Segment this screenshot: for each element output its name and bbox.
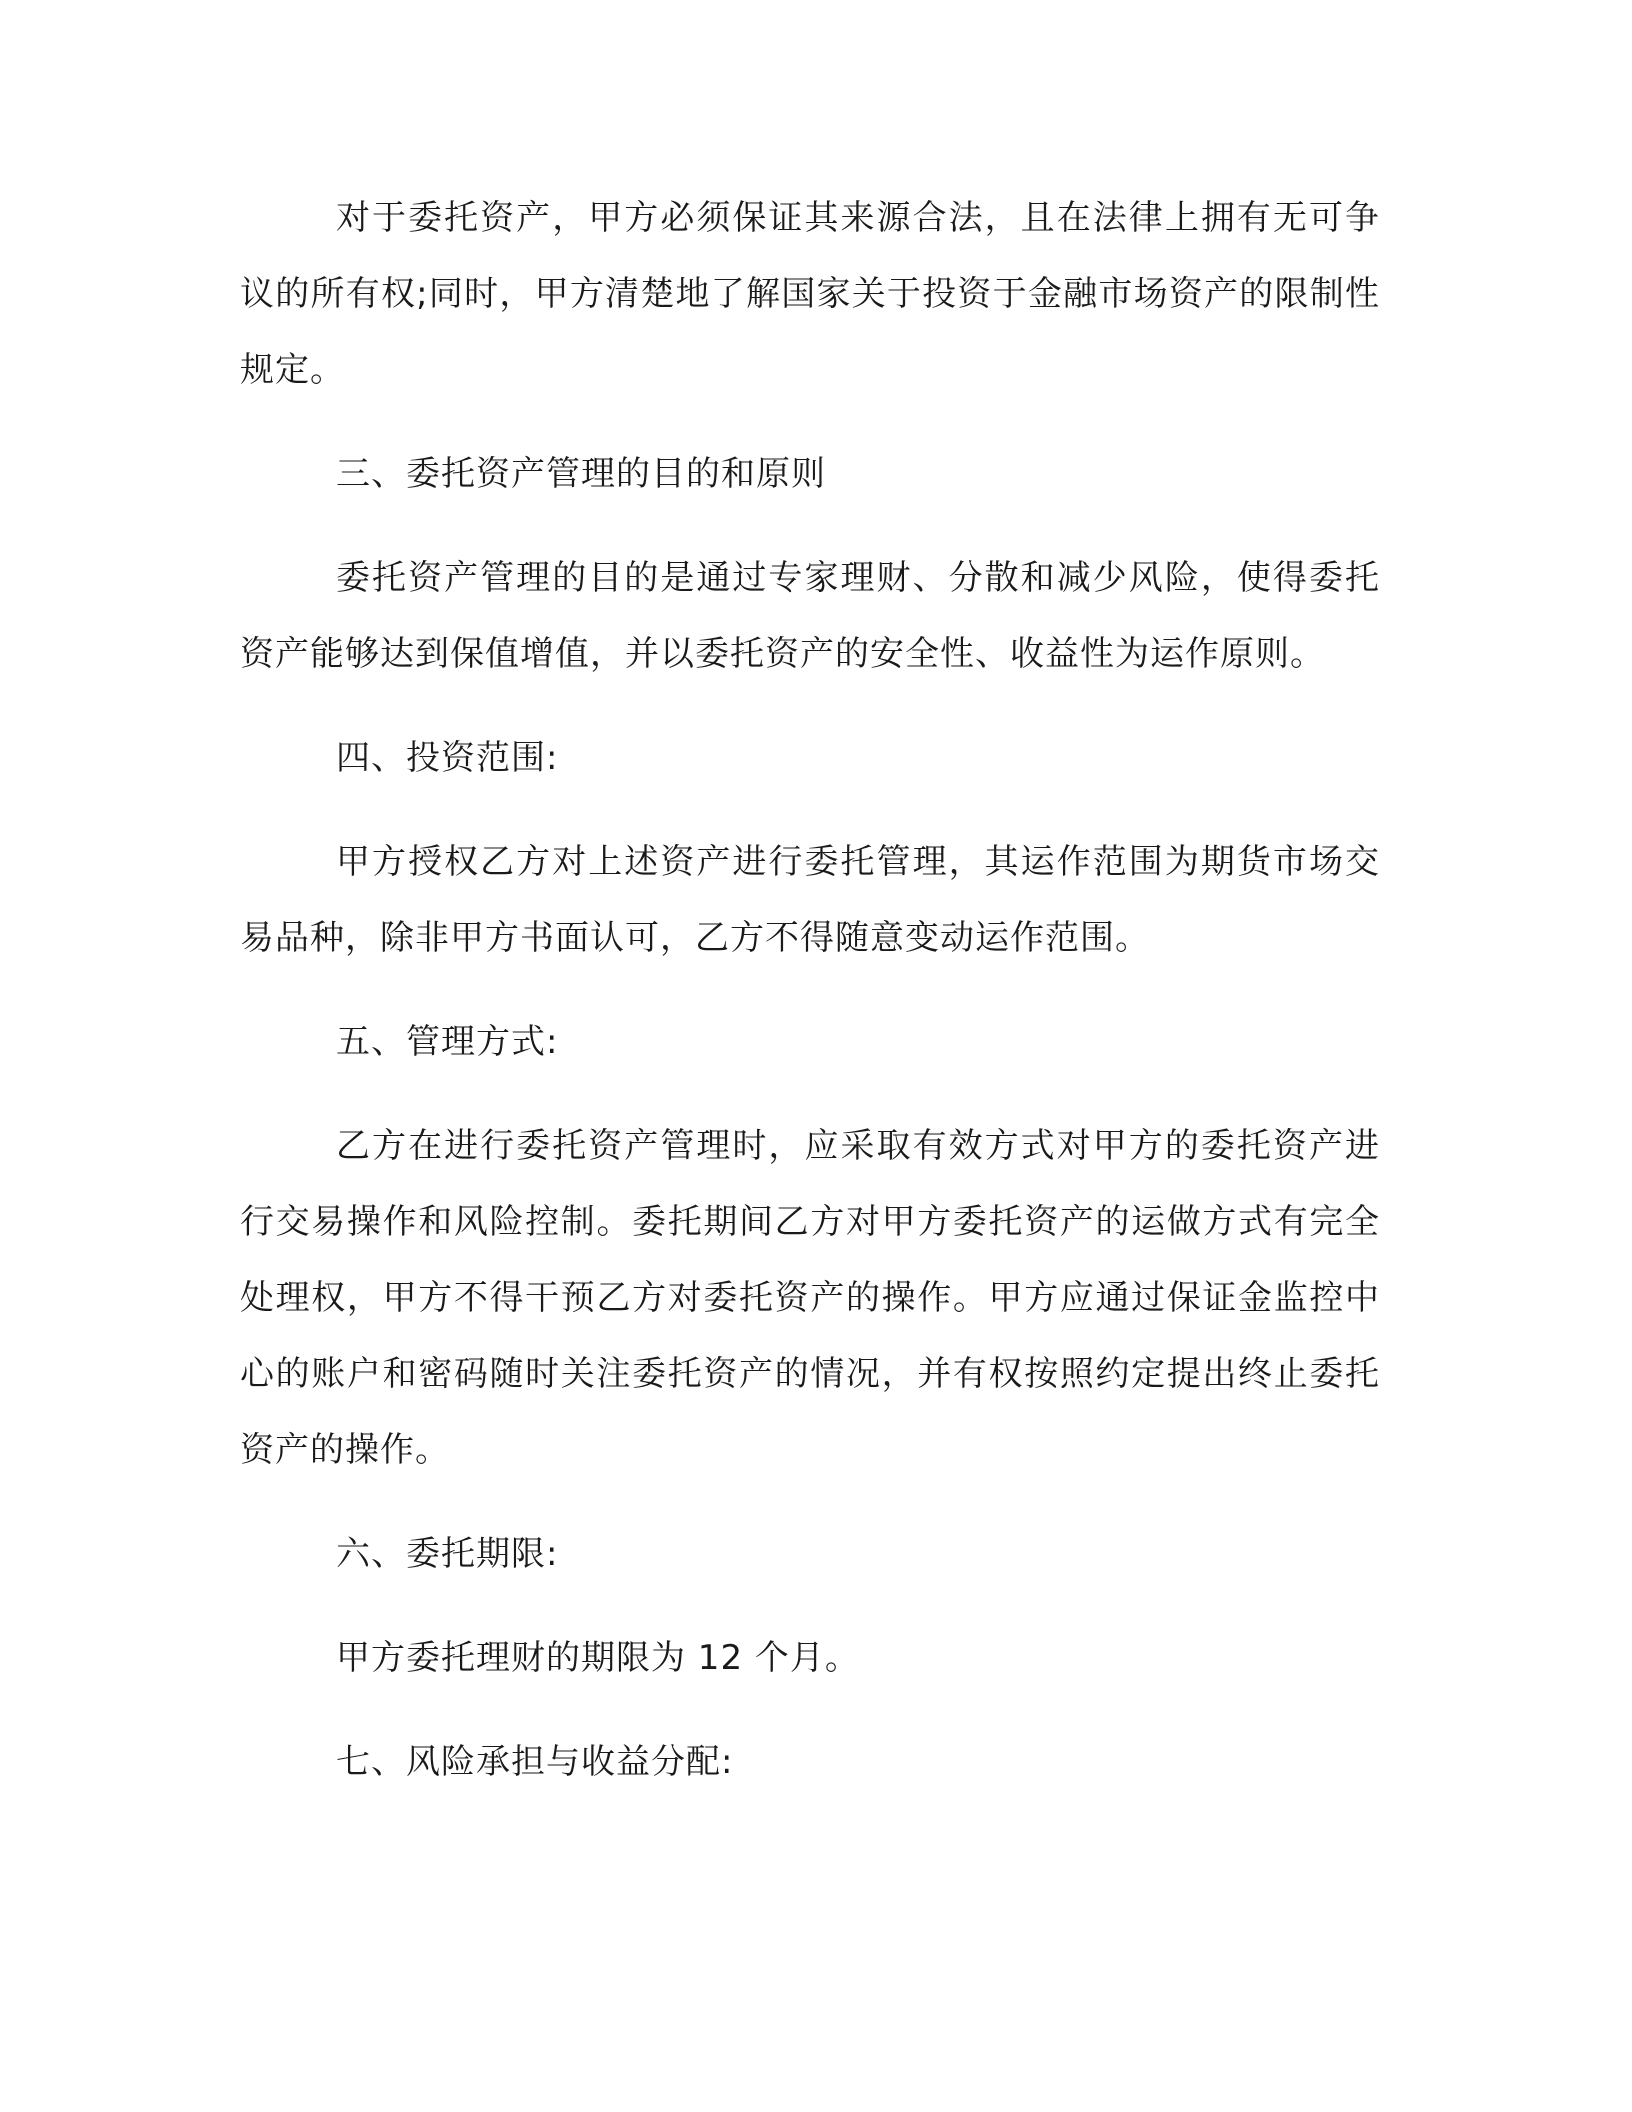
heading-section-7: 七、风险承担与收益分配: [336,1742,734,1782]
heading-section-6: 六、委托期限: [336,1534,559,1574]
paragraph-gap [240,408,1380,436]
paragraph-asset-legality: 对于委托资产，甲方必须保证其来源合法，且在法律上拥有无可争议的所有权;同时，甲方清楚地了解国家关于投资于金融市场资产的限制性规定。 [240,198,1380,390]
paragraph-investment-scope: 甲方授权乙方对上述资产进行委托管理，其运作范围为期货市场交易品种，除非甲方书面认可，乙方不得随意变动运作范围。 [240,842,1380,958]
paragraph-gap [240,1488,1380,1516]
document-content [240,180,1380,1800]
paragraph-term: 甲方委托理财的期限为 12 个月。 [336,1638,860,1678]
paragraph-gap [240,1080,1380,1108]
heading-section-4: 四、投资范围: [336,738,559,778]
paragraph-gap [240,976,1380,1004]
paragraph-gap [240,512,1380,540]
heading-section-3: 三、委托资产管理的目的和原则 [336,454,826,494]
paragraph-gap [240,1696,1380,1724]
paragraph-management-method: 乙方在进行委托资产管理时，应采取有效方式对甲方的委托资产进行交易操作和风险控制。委托期间乙方对甲方委托资产的运做方式有完全处理权，甲方不得干预乙方对委托资产的操作。甲方应通过保证金监控中心的账户和密码随时关注委托资产的情况，并有权按照约定提出终止委托资产的操作。 [240,1126,1380,1470]
paragraph-purpose-principles: 委托资产管理的目的是通过专家理财、分散和减少风险，使得委托资产能够达到保值增值，并以委托资产的安全性、收益性为运作原则。 [240,558,1380,674]
heading-section-5: 五、管理方式: [336,1022,559,1062]
paragraph-gap [240,692,1380,720]
paragraph-gap [240,796,1380,824]
paragraph-gap [240,1592,1380,1620]
